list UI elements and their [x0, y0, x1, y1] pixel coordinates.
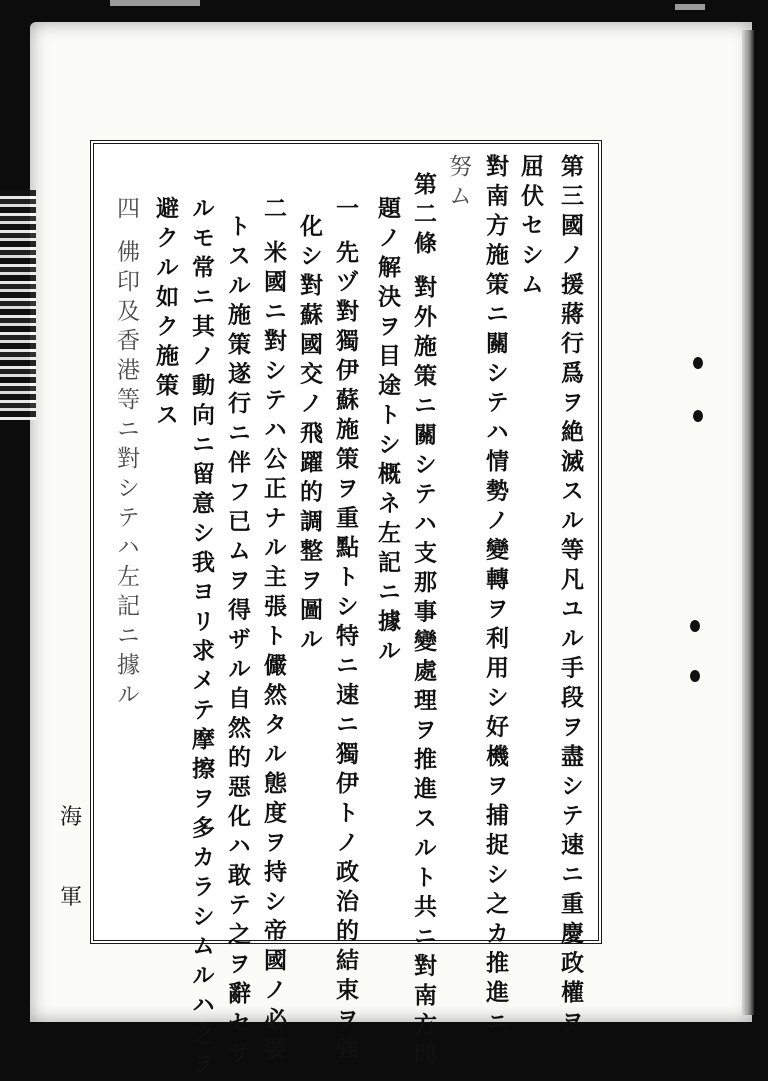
binding-hole	[690, 670, 700, 682]
text-column: 努ム	[445, 154, 471, 213]
binding-strip	[0, 190, 36, 420]
margin-label-navy: 海	[60, 805, 83, 830]
text-column: ルモ常ニ其ノ動向ニ留意シ我ヨリ求メテ摩擦ヲ多カラシムルハ之ヲ	[188, 196, 215, 1081]
scan-mark	[110, 0, 200, 6]
text-column: 屈伏セシム	[517, 154, 544, 302]
text-column: 對南方施策ニ關シテハ情勢ノ變轉ヲ利用シ好機ヲ捕捉シ之カ推進ニ	[482, 154, 509, 1039]
text-frame	[90, 140, 602, 1081]
text-column: 二 米國ニ對シテハ公正ナル主張ト儼然タル態度ヲ持シ帝國ノ必要	[260, 196, 287, 1067]
scan-mark	[675, 4, 705, 10]
text-column: 四 佛印及香港等ニ對シテハ左記ニ據ル	[113, 196, 139, 712]
binding-hole	[690, 620, 700, 632]
text-column: 第三國ノ援蔣行爲ヲ絶滅スル等凡ユル手段ヲ盡シテ速ニ重慶政權ヲ	[557, 154, 584, 1039]
text-column: トスル施策遂行ニ伴フ已ムヲ得ザル自然的惡化ハ敢テ之ヲ辭セサ	[224, 214, 251, 1070]
binding-hole	[693, 410, 703, 422]
article-heading: 第二條 對外施策ニ關シテハ支那事變處理ヲ推進スルト共ニ對南方問	[410, 172, 437, 1072]
binding-hole	[693, 357, 703, 369]
text-column: 化シ對蘇國交ノ飛躍的調整ヲ圖ル	[296, 214, 323, 657]
text-column: 避クル如ク施策ス	[152, 196, 179, 432]
margin-label-navy: 軍	[60, 885, 83, 910]
text-column: 一 先ヅ對獨伊蘇施策ヲ重點トシ特ニ速ニ獨伊トノ政治的結束ヲ強	[332, 196, 359, 1067]
page-edge	[742, 30, 754, 1015]
text-column: 題ノ解決ヲ目途トシ概ネ左記ニ據ル	[374, 196, 401, 668]
